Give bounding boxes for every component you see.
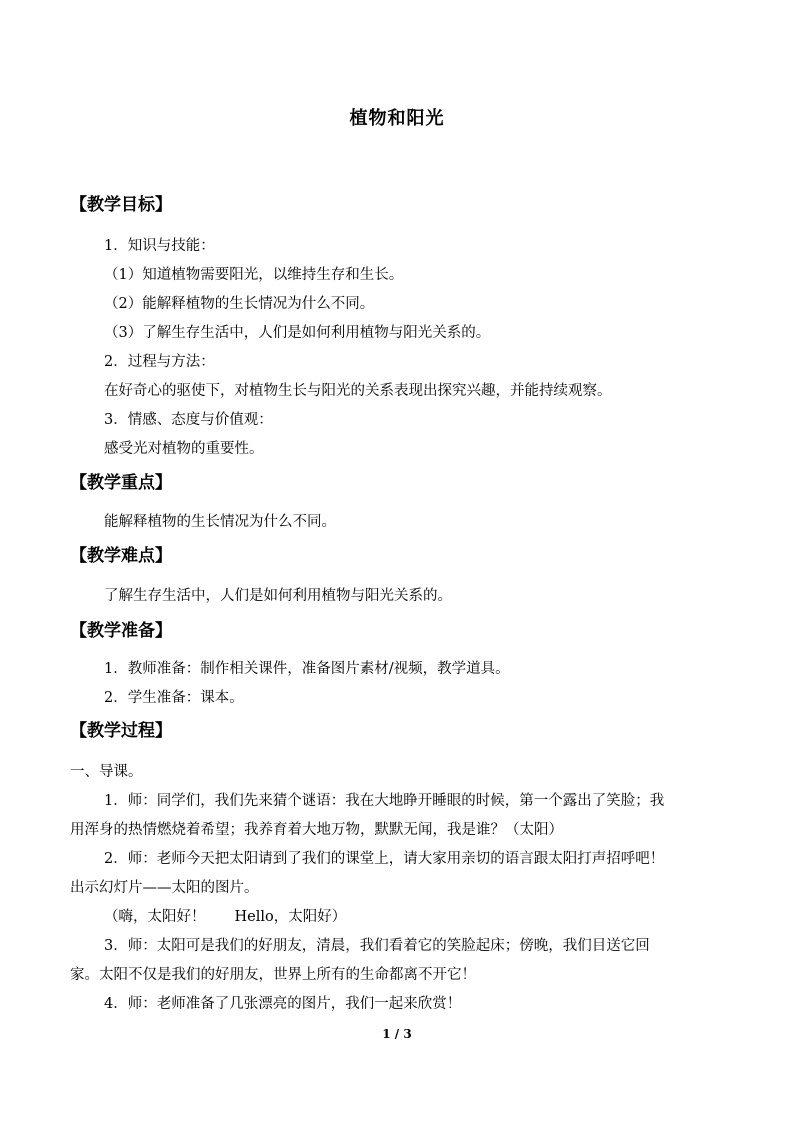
objective-k2: （2）能解释植物的生长情况为什么不同。 bbox=[104, 296, 375, 312]
process-greeting: （嗨，太阳好！ Hello，太阳好） bbox=[104, 909, 347, 925]
process-p3-line2: 家。太阳不仅是我们的好朋友，世界上所有的生命都离不开它！ bbox=[70, 967, 476, 983]
preparation-teacher: 1．教师准备：制作相关课件，准备图片素材/视频，教学道具。 bbox=[104, 661, 510, 677]
process-p3-line1: 3．师：太阳可是我们的好朋友，清晨，我们看着它的笑脸起床；傍晚，我们目送它回 bbox=[104, 938, 650, 954]
process-p2-line1: 2．师：老师今天把太阳请到了我们的课堂上，请大家用亲切的语言跟太阳打声招呼吧！ bbox=[104, 851, 665, 867]
objective-k3: （3）了解生存生活中，人们是如何利用植物与阳光关系的。 bbox=[104, 325, 491, 341]
document-title: 植物和阳光 bbox=[349, 108, 445, 129]
process-p4: 4．师：老师准备了几张漂亮的图片，我们一起来欣赏！ bbox=[104, 996, 462, 1012]
heading-process: 【教学过程】 bbox=[70, 721, 172, 741]
process-p2-line2: 出示幻灯片——太阳的图片。 bbox=[70, 880, 259, 896]
heading-difficulties: 【教学难点】 bbox=[70, 546, 172, 566]
objective-process: 2．过程与方法： bbox=[104, 354, 215, 370]
process-section-1: 一、导课。 bbox=[70, 764, 143, 780]
preparation-student: 2．学生准备：课本。 bbox=[104, 690, 244, 706]
process-p1-line1: 1．师：同学们，我们先来猜个谜语：我在大地睁开睡眼的时候，第一个露出了笑脸；我 bbox=[104, 793, 665, 809]
difficulties-text: 了解生存生活中，人们是如何利用植物与阳光关系的。 bbox=[104, 588, 452, 604]
process-p1-line2: 用浑身的热情燃烧着希望；我养育着大地万物，默默无闻，我是谁？（太阳） bbox=[70, 822, 563, 838]
heading-objectives: 【教学目标】 bbox=[70, 195, 172, 215]
objective-k1: （1）知道植物需要阳光，以维持生存和生长。 bbox=[104, 267, 404, 283]
heading-preparation: 【教学准备】 bbox=[70, 621, 172, 641]
objective-process-text: 在好奇心的驱使下，对植物生长与阳光的关系表现出探究兴趣，并能持续观察。 bbox=[104, 383, 612, 399]
objective-emotion: 3．情感、态度与价值观： bbox=[104, 412, 273, 428]
page-number: 1 / 3 bbox=[382, 1027, 412, 1041]
key-points-text: 能解释植物的生长情况为什么不同。 bbox=[104, 514, 336, 530]
objective-knowledge: 1．知识与技能： bbox=[104, 238, 215, 254]
objective-emotion-text: 感受光对植物的重要性。 bbox=[104, 441, 264, 457]
heading-key-points: 【教学重点】 bbox=[70, 473, 172, 493]
